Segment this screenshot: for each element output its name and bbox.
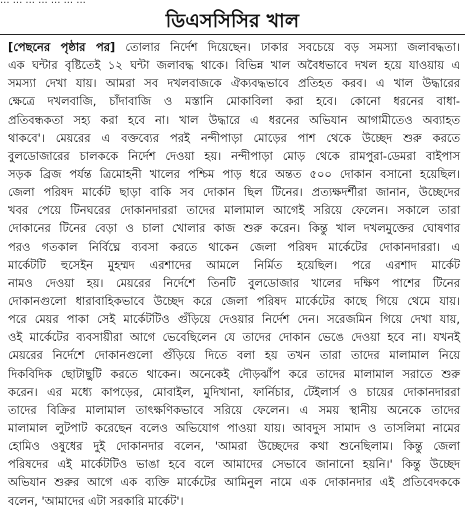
- article-line: থাকবে'। মেয়রের এ বক্তব্যের পরই নন্দীপাড়া মোড়ের পাশ থেকে উচ্ছেদ শুরু করতে: [8, 130, 460, 145]
- article-line: দোকানগুলো ধারাবাহিকভাবে উচ্ছেদ করে জেলা পরিষদ মার্কেটের কাছে গিয়ে থেমে যায়।: [8, 293, 460, 308]
- article-line: খবর পেয়ে টিনঘরের দোকানদাররা তাদের মালামাল আগেই সরিয়ে ফেলেন। সকালে তারা: [8, 203, 460, 218]
- article-line: মালামাল লুটপাট করেছেন বলেও অভিযোগ পাওয়া যায়। আবদুস সামাদ ও তাসলিমা নামের: [8, 420, 460, 435]
- article-body: [8, 38, 460, 508]
- article-line: অভিযান শুরুর আগে এক ব্যক্তি মার্কেটের আমিনুল নামে এক দোকানদার এই প্রতিবেদককে: [8, 475, 460, 490]
- article-line: ক্ষেত্রে দখলবাজি, চাঁদাবাজি ও মস্তানি মোকাবিলা করা হবে। কোনো ধরনের বাধা-: [8, 94, 460, 109]
- article-line: পরে মেয়র পাকা সেই মার্কেটটিও গুঁড়িয়ে দেওয়ার নির্দেশ দেন। সরেজমিন গিয়ে দেখা যায়,: [8, 312, 460, 327]
- headline-bar: [0, 8, 465, 35]
- clipped-top-text: ... ... ... ... ... ... ...: [0, 0, 86, 6]
- article-line: পরিষদের এই মার্কেটটিও ভাঙা হবে বলে আমাদের সেভাবে জানানো হয়নি।' কিন্তু উচ্ছেদ: [8, 457, 460, 472]
- article-line: ওই মার্কেটের ব্যবসায়ীরা আগে ভেবেছিলেন যে তাদের দোকান ভেঙে দেওয়া হবে না। যখনই: [8, 330, 460, 345]
- article-line: এক ঘন্টার বৃষ্টিতেই ১২ ঘন্টা জলাবদ্ধ থাকে। বিভিন্ন খাল অবৈধভাবে দখল হয়ে যাওয়ায় এ: [8, 58, 460, 73]
- article-line: সড়ক ব্রিজ পর্যন্ত ত্রিমোহনী খালের পশ্চিম পাড় ধরে অন্তত ৫০০ দোকান বসানো হয়েছিল।: [8, 166, 460, 181]
- article-line: দোকানের টিনের বেড়া ও চালা খোলার কাজ শুরু করেন। কিন্তু খাল দখলমুক্তের ঘোষণার: [8, 221, 460, 236]
- article-line: জেলা পরিষদ মার্কেট ছাড়া বাকি সব দোকান ছিল টিনের। প্রত্যক্ষদর্শীরা জানান, উচ্ছেদের: [8, 185, 460, 200]
- article-line: বলেন, 'আমাদের এটা সরকারি মার্কেট'।: [8, 493, 184, 508]
- article-line: করেন। এর মধ্যে কাপড়ের, মোবাইল, মুদিখানা, ফার্নিচার, টেইলার্স ও চায়ের দোকানদাররা: [8, 384, 460, 399]
- article-line: মেয়রের নির্দেশে দোকানগুলো গুঁড়িয়ে দিতে বলা হয় তখন তারা তাদের মালামাল নিয়ে: [8, 348, 460, 363]
- article-line: মার্কেটটি হুসেইন মুহম্মদ এরশাদের আমলে নির্মিত হয়েছিল। পরে এরশাদ মার্কেট: [8, 257, 460, 272]
- article-line: পরও গতকাল নির্বিঘ্নে ব্যবসা করতে থাকেন জেলা পরিষদ মার্কেটের দোকানদাররা। এ: [8, 239, 460, 254]
- headline: ডিএসসিসির খাল: [165, 10, 300, 32]
- article-line: বুলডোজারের চালককে নির্দেশ দেওয়া হয়। নন্দীপাড়া মোড় থেকে রামপুরা-ডেমরা বাইপাস: [8, 148, 460, 163]
- article-line: হোমিও ওষুধের দুই দোকানদার বলেন, 'আমরা উচ্ছেদের কথা শুনেছিলাম। কিন্তু জেলা: [8, 439, 460, 454]
- article-line: প্রতিবন্ধকতা সহ্য করা হবে না। খাল উদ্ধারে এ ধরনের অভিযান আগামীতেও অব্যাহত: [8, 112, 460, 127]
- article-line: দিকবিদিক ছোটাছুটি করতে থাকেন। অনেকেই দৌড়ঝাঁপ করে তাদের মালামাল সরাতে শুরু: [8, 366, 460, 381]
- article-line: তাদের বিক্রির মালামাল তাৎক্ষণিকভাবে সরিয়ে ফেলেন। এ সময় স্থানীয় অনেকে তাদের: [8, 402, 460, 417]
- article-line: সমস্যা দেখা যায়। আমরা সব দখলবাজকে ঐক্যবদ্ধভাবে প্রতিহত করব। এ খাল উদ্ধারের: [8, 76, 460, 91]
- article-line: নামও দেওয়া হয়। মেয়রের নির্দেশে তিনটি বুলডোজার খালের দক্ষিণ পাশের টিনের: [8, 275, 460, 290]
- continuation-tag: [পেছনের পৃষ্ঠার পর]: [8, 40, 116, 54]
- article-line: [পেছনের পৃষ্ঠার পর] তোলার নির্দেশ দিয়েছেন। ঢাকার সবচেয়ে বড় সমস্যা জলাবদ্ধতা।: [8, 40, 460, 54]
